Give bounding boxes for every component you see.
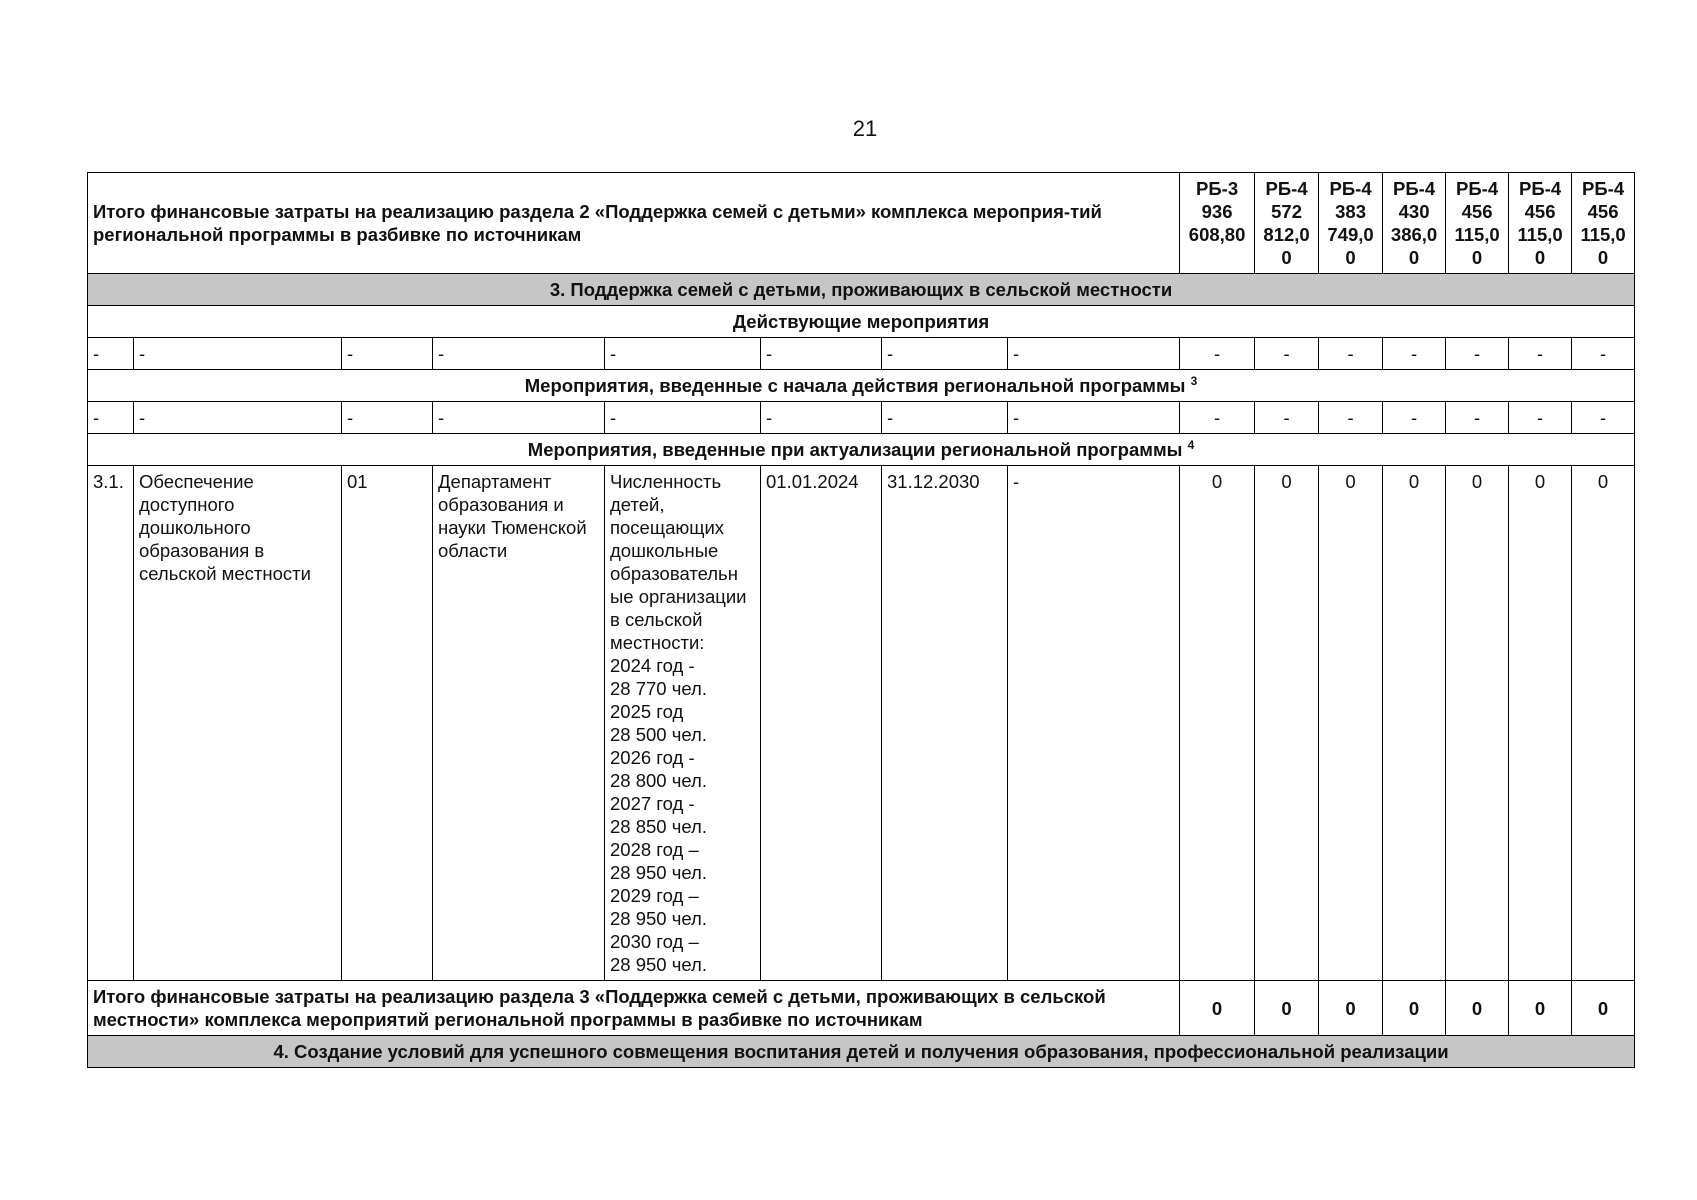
dash-cell: - [1008,338,1180,370]
program-table [87,172,1635,1068]
measure-value: 0 [1383,466,1446,981]
dash-cell: - [1572,338,1635,370]
total-section2-value: РБ-3 936 608,80 [1180,173,1255,274]
page-number: 21 [852,116,878,141]
dash-cell: - [1509,338,1572,370]
dash-cell: - [1180,338,1255,370]
measure-indicator: Численность детей, посещающих дошкольные образовательн ые организации в сельской местности: 2024 год - 28 770 чел. 2025 год 28 500 чел. 2026 год - 28 800 чел. 2027 год - 28 850 чел. 2028 год – 28 950 чел. 2029 год – 28 950 чел. 2030 год – 28 950 чел. [605,466,761,981]
footnote-ref: 4 [1187,437,1195,452]
total-section3-value: 0 [1509,981,1572,1036]
existing-measures-header: Действующие мероприятия [88,306,1635,338]
dash-cell: - [1255,338,1319,370]
total-section2-value: РБ-4 456 115,0 0 [1509,173,1572,274]
section4-title: 4. Создание условий для успешного совмещения воспитания детей и получения образования, профессиональной реализации [88,1036,1635,1068]
section4-title-row [88,1036,1635,1068]
dash-cell: - [88,338,134,370]
measure-executor: Департамент образования и науки Тюменской области [433,466,605,981]
section3-title-row [88,274,1635,306]
total-section3-value: 0 [1180,981,1255,1036]
dash-cell: - [134,338,342,370]
dash-cell: - [605,402,761,434]
dash-cell: - [1383,338,1446,370]
total-section3-value: 0 [1319,981,1383,1036]
dash-cell: - [342,338,433,370]
total-section2-label: Итого финансовые затраты на реализацию раздела 2 «Поддержка семей с детьми» комплекса мероприя-тий региональной программы в разбивке по источникам [88,173,1180,274]
total-section3-label: Итого финансовые затраты на реализацию раздела 3 «Поддержка семей с детьми, проживающих в сельской местности» комплекса мероприятий региональной программы в разбивке по источникам [88,981,1180,1036]
total-section2-row [88,173,1635,274]
dash-cell: - [1446,402,1509,434]
dash-cell: - [1509,402,1572,434]
measure-value: 0 [1509,466,1572,981]
dash-cell: - [88,402,134,434]
measure-name: Обеспечение доступного дошкольного образования в сельской местности [134,466,342,981]
dash-cell: - [1180,402,1255,434]
total-section3-value: 0 [1446,981,1509,1036]
total-section2-value: РБ-4 456 115,0 0 [1572,173,1635,274]
total-section2-value: РБ-4 430 386,0 0 [1383,173,1446,274]
total-section3-value: 0 [1383,981,1446,1036]
dash-cell: - [1255,402,1319,434]
footnote-ref: 3 [1190,373,1198,388]
dash-cell: - [1319,338,1383,370]
dash-cell: - [882,338,1008,370]
measure-code: 01 [342,466,433,981]
dash-cell: - [605,338,761,370]
introduced-header-row [88,370,1635,402]
introduced-header-text: Мероприятия, введенные с начала действия региональной программы [524,375,1186,396]
measure-start-date: 01.01.2024 [761,466,882,981]
dash-cell: - [134,402,342,434]
section3-title: 3. Поддержка семей с детьми, проживающих в сельской местности [88,274,1635,306]
measure-value: 0 [1572,466,1635,981]
actualized-header-row [88,434,1635,466]
dash-cell: - [761,402,882,434]
dash-cell: - [882,402,1008,434]
measure-row-3-1 [88,466,1635,981]
measure-value: 0 [1255,466,1319,981]
dash-cell: - [1572,402,1635,434]
actualized-header-text: Мероприятия, введенные при актуализации региональной программы [527,439,1183,460]
total-section3-value: 0 [1572,981,1635,1036]
empty-row [88,402,1635,434]
existing-header-row [88,306,1635,338]
measure-end-date: 31.12.2030 [882,466,1008,981]
measure-value: 0 [1180,466,1255,981]
dash-cell: - [761,338,882,370]
dash-cell: - [1446,338,1509,370]
measure-value: 0 [1446,466,1509,981]
dash-cell: - [433,338,605,370]
dash-cell: - [433,402,605,434]
measure-note: - [1008,466,1180,981]
dash-cell: - [342,402,433,434]
total-section3-row [88,981,1635,1036]
actualized-measures-header [88,434,1635,466]
dash-cell: - [1319,402,1383,434]
total-section2-value: РБ-4 383 749,0 0 [1319,173,1383,274]
dash-cell: - [1008,402,1180,434]
total-section2-value: РБ-4 456 115,0 0 [1446,173,1509,274]
total-section3-value: 0 [1255,981,1319,1036]
introduced-measures-header [88,370,1635,402]
measure-value: 0 [1319,466,1383,981]
empty-row [88,338,1635,370]
measure-number: 3.1. [88,466,134,981]
total-section2-value: РБ-4 572 812,0 0 [1255,173,1319,274]
dash-cell: - [1383,402,1446,434]
